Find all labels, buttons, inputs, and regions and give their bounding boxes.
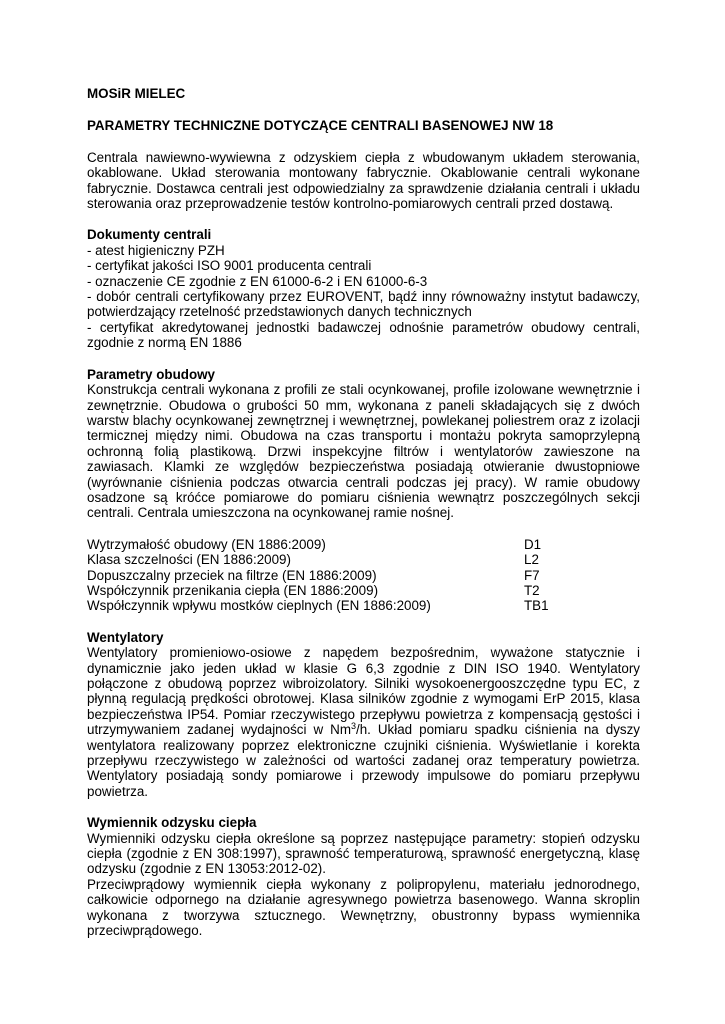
parameter-name: Klasa szczelności (EN 1886:2009) <box>87 552 291 568</box>
parameter-name: Współczynnik przenikania ciepła (EN 1886:2009) <box>87 582 379 598</box>
superscript-exponent: 3 <box>350 721 356 732</box>
document-page <box>87 86 640 939</box>
parameter-name: Wytrzymałość obudowy (EN 1886:2009) <box>87 536 326 552</box>
exchanger-heading: Wymiennik odzysku ciepła <box>87 815 257 831</box>
casing-heading: Parametry obudowy <box>87 366 215 382</box>
intro-paragraph: Centrala nawiewno-wywiewna z odzyskiem ciepła z wbudowanym układem sterowania, okablowane. Układ sterowania montowany fabrycznie. Okablowanie centrali wykonane fabrycznie. Dostawca centrali jest odpowiedzialny za sprawdzenie działania centrali i układu sterowania oraz przeprowadzenie testów kontrolno-pomiarowych centrali przed dostawą. <box>87 149 640 212</box>
parameter-value: D1 <box>524 536 542 552</box>
parameter-row <box>87 583 640 598</box>
documents-item: - certyfikat jakości ISO 9001 producenta centrali <box>87 258 372 274</box>
parameter-value: TB1 <box>524 598 549 614</box>
documents-section <box>87 227 640 350</box>
fans-heading: Wentylatory <box>87 629 164 645</box>
parameter-row <box>87 598 640 613</box>
casing-paragraph: Konstrukcja centrali wykonana z profili ze stali ocynkowanej, profile izolowane wewnętrznie i zewnętrznie. Obudowa o grubości 50 mm, wykonana z paneli składających się z dwóch warstw blachy ocynkowanej zewnętrznej i wewnętrznej, powlekanej poliestrem oraz z izolacji termicznej między nimi. Obudowa na czas transportu i montażu pokryta samoprzylepną ochronną folią plastikową. Drzwi inspekcyjne filtrów i wentylatorów zawieszone na zawiasach. Klamki ze względów bezpieczeństwa posiadają otwieranie dwustopniowe (wyrównanie ciśnienia podczas otwarcia centrali podczas jej pracy). W ramie obudowy osadzone są króćce pomiarowe do pomiaru ciśnienia wewnątrz poszczególnych sekcji centrali. Centrala umieszczona na ocynkowanej ramie nośnej. <box>87 382 640 521</box>
exchanger-section <box>87 815 640 938</box>
parameter-value: T2 <box>524 582 540 598</box>
parameter-name: Dopuszczalny przeciek na filtrze (EN 1886:2009) <box>87 567 377 583</box>
casing-section <box>87 367 640 521</box>
parameter-row <box>87 537 640 552</box>
fans-paragraph <box>87 645 640 799</box>
exchanger-paragraph: Wymienniki odzysku ciepła określone są poprzez następujące parametry: stopień odzysku ciepła (zgodnie z EN 308:1997), sprawność temperaturową, sprawność energetyczną, klasę odzysku (zgodnie z EN 13053:2012-02). <box>87 830 640 877</box>
documents-heading: Dokumenty centrali <box>87 227 212 243</box>
documents-item: - dobór centrali certyfikowany przez EUROVENT, bądź inny równoważny instytut badawczy, potwierdzający rzetelność przedstawionych danych technicznych <box>87 289 640 320</box>
fans-text-part: Wentylatory promieniowo-osiowe z napędem bezpośrednim, wyważone statycznie i dynamicznie jako jeden układ w klasie G 6,3 zgodnie z DIN ISO 1940. Wentylatory połączone z obudową poprzez wibroizolatory. Silniki wysokoenergooszczędne typu EC, z płynną regulacją prędkości obrotowej. Klasa silników zgodnie z wymogami ErP 2015, klasa bezpieczeństwa IP54. Pomiar rzeczywistego przepływu powietrza z kompensacją gęstości i utrzymywaniem zadanej wydajności w Nm <box>87 645 640 738</box>
exchanger-paragraph: Przeciwprądowy wymiennik ciepła wykonany z polipropylenu, materiału jednorodnego, całkowicie odpornego na działanie agresywnego powietrza basenowego. Wanna skroplin wykonana z tworzywa sztucznego. Wewnętrzny, obustronny bypass wymiennika przeciwprądowego. <box>87 876 640 939</box>
documents-item: - oznaczenie CE zgodnie z EN 61000-6-2 i EN 61000-6-3 <box>87 273 428 289</box>
parameter-value: F7 <box>524 567 540 583</box>
parameter-row <box>87 552 640 567</box>
document-header: MOSiR MIELEC <box>87 86 186 101</box>
documents-item: - certyfikat akredytowanej jednostki badawczej odnośnie parametrów obudowy centrali, zgodnie z normą EN 1886 <box>87 319 640 351</box>
fans-section <box>87 630 640 799</box>
fans-text-part: /h. Układ pomiaru spadku ciśnienia na dyszy wentylatora realizowany poprzez elektroniczne czujniki ciśnienia. Wyświetlanie i korekta przepływu rzeczywistego w zależności od wartości zadanej oraz temperatury powietrza. Wentylatory posiadają sondy pomiarowe i przewody impulsowe do pomiaru przepływu powietrza. <box>87 722 640 799</box>
parameter-name: Współczynnik wpływu mostków cieplnych (EN 1886:2009) <box>87 598 431 614</box>
parameter-row <box>87 568 640 583</box>
parameter-value: L2 <box>524 552 539 568</box>
casing-parameters-table <box>87 537 640 614</box>
document-title: PARAMETRY TECHNICZNE DOTYCZĄCE CENTRALI BASENOWEJ NW 18 <box>87 118 554 134</box>
intro-section <box>87 150 640 212</box>
documents-item: - atest higieniczny PZH <box>87 242 225 258</box>
